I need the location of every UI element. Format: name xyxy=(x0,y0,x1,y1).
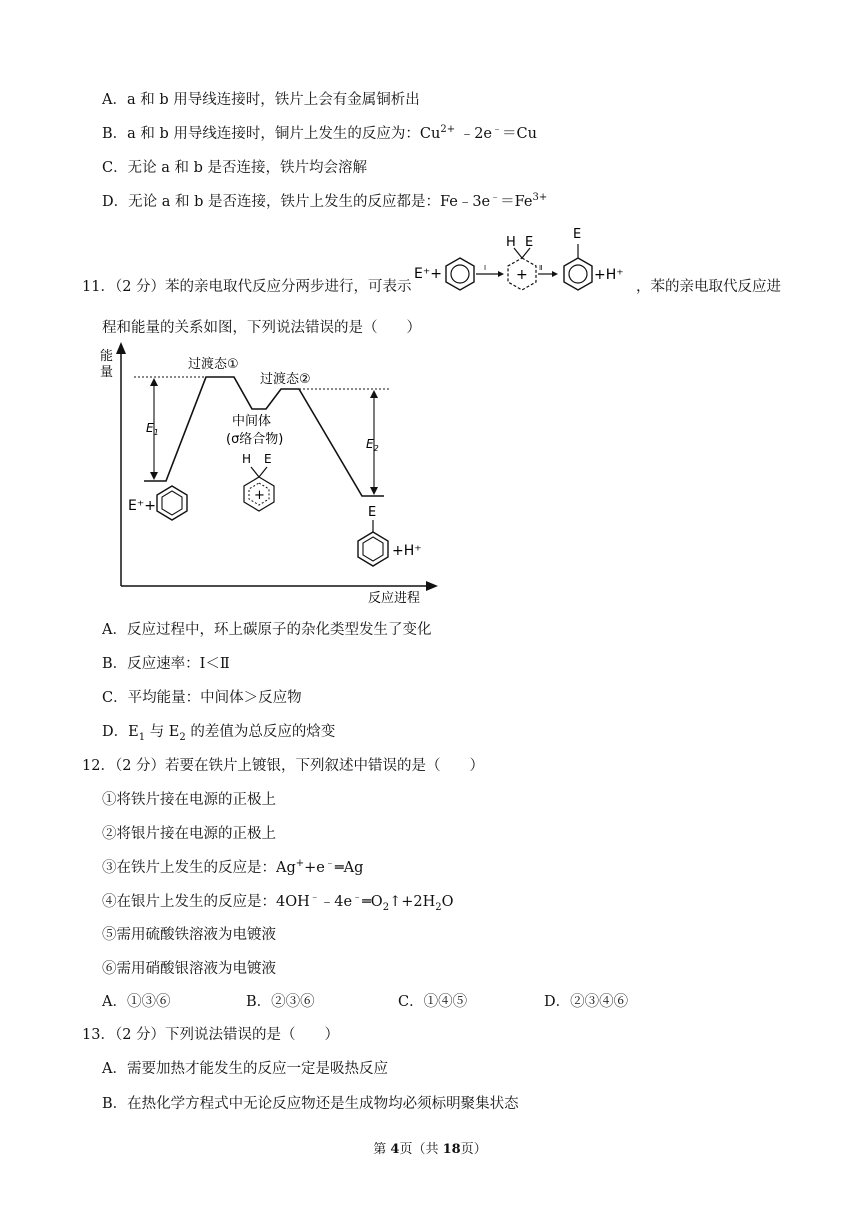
q11-option-c: C．平均能量：中间体＞反应物 xyxy=(102,690,302,706)
page-total: 18 xyxy=(442,1142,461,1157)
q12-item-4: ④在银片上发生的反应是：$4OH^﹣﹣4e^﹣═O_2↑+2H_2O$ xyxy=(102,892,454,913)
scheme-step-1: Ⅰ xyxy=(484,264,487,272)
q11-reaction-scheme xyxy=(412,224,634,296)
q12-stem: 12．（2 分）若要在铁片上镀银，下列叙述中错误的是（ ） xyxy=(82,758,485,774)
y-axis-label-2: 量 xyxy=(100,365,114,380)
q12-option-a: A．①③⑥ xyxy=(102,994,171,1010)
svg-text:E1 xyxy=(146,421,159,437)
scheme-e-plus: E⁺+ xyxy=(414,266,442,282)
scheme-product-e: E xyxy=(573,227,582,242)
reactant-label: E⁺+ xyxy=(128,498,156,514)
intermediate-sublabel: (σ络合物) xyxy=(226,432,284,447)
benzene-ring-icon xyxy=(446,258,474,290)
transition-state-1: 过渡态① xyxy=(188,357,239,372)
q11-option-a: A．反应过程中，环上碳原子的杂化类型发生了变化 xyxy=(102,622,432,638)
intermediate-label: 中间体 xyxy=(232,414,272,429)
q13-option-a: A．需要加热才能发生的反应一定是吸热反应 xyxy=(102,1061,388,1077)
scheme-e: E xyxy=(525,235,534,250)
q11-stem-line2: 程和能量的关系如图，下列说法错误的是（ ） xyxy=(102,320,421,336)
q12-item-3: ③在铁片上发生的反应是：Ag++e﹣═Ag xyxy=(102,858,364,876)
energy-diagram xyxy=(96,340,442,610)
q10-option-a: A．a 和 b 用导线连接时，铁片上会有金属铜析出 xyxy=(102,92,420,108)
e1-sub: 1 xyxy=(153,428,159,437)
svg-text:E2 xyxy=(366,437,379,453)
q12-item-5: ⑤需用硫酸铁溶液为电镀液 xyxy=(102,927,276,943)
q12-item-2: ②将银片接在电源的正极上 xyxy=(102,826,276,842)
substituted-benzene-icon xyxy=(564,244,592,290)
q12-item-1: ①将铁片接在电源的正极上 xyxy=(102,792,276,808)
svg-text:+: + xyxy=(516,267,528,283)
e2-label: E xyxy=(366,437,374,451)
q11-option-b: B．反应速率：Ⅰ＜Ⅱ xyxy=(102,656,230,672)
y-axis-label-1: 能 xyxy=(100,349,114,364)
q11-stem-tail: ，苯的亲电取代反应进 xyxy=(636,279,781,295)
q11-stem: 11．（2 分）苯的亲电取代反应分两步进行，可表示 xyxy=(82,279,412,295)
sigma-complex-icon xyxy=(508,248,536,290)
q12-option-c: C．①④⑤ xyxy=(398,994,468,1010)
q10-option-d: D．无论 a 和 b 是否连接，铁片上发生的反应都是：$Fe﹣3e^﹣=Fe^{3+}$ xyxy=(102,192,548,210)
scheme-h: H xyxy=(506,235,516,250)
q12-item-6: ⑥需用硝酸银溶液为电镀液 xyxy=(102,961,276,977)
substituted-benzene-icon xyxy=(358,520,388,566)
q10-option-b: B．a 和 b 用导线连接时，铜片上发生的反应为：$Cu^{2+}$ ﹣2e﹣＝Cu xyxy=(102,124,537,142)
benzene-ring-icon xyxy=(157,486,187,520)
x-axis-label: 反应进程 xyxy=(368,591,421,606)
page-number: 4 xyxy=(390,1142,400,1157)
sigma-e: E xyxy=(264,452,272,466)
e2-sub: 2 xyxy=(373,444,379,453)
scheme-step-2: Ⅱ xyxy=(539,264,543,272)
transition-state-2: 过渡态② xyxy=(260,372,311,387)
q10-option-c: C．无论 a 和 b 是否连接，铁片均会溶解 xyxy=(102,160,367,176)
q13-option-b: B．在热化学方程式中无论反应物还是生成物均必须标明聚集状态 xyxy=(102,1096,519,1112)
scheme-h-plus: +H⁺ xyxy=(594,267,624,283)
e1-label: E xyxy=(146,421,154,435)
q12-option-d: D．②③④⑥ xyxy=(544,994,629,1010)
svg-text:+: + xyxy=(254,488,265,503)
q12-option-b: B．②③⑥ xyxy=(246,994,315,1010)
q13-stem: 13．（2 分）下列说法错误的是（ ） xyxy=(82,1027,340,1043)
product-label: +H⁺ xyxy=(392,543,422,559)
page-footer: 第 4页（共 18页） xyxy=(373,1142,487,1157)
q11-option-d: D．$E_1$ 与 $E_2$ 的差值为总反应的焓变 xyxy=(102,724,336,743)
sigma-h: H xyxy=(242,452,252,466)
sigma-complex-icon xyxy=(244,467,274,511)
product-e: E xyxy=(368,505,377,520)
